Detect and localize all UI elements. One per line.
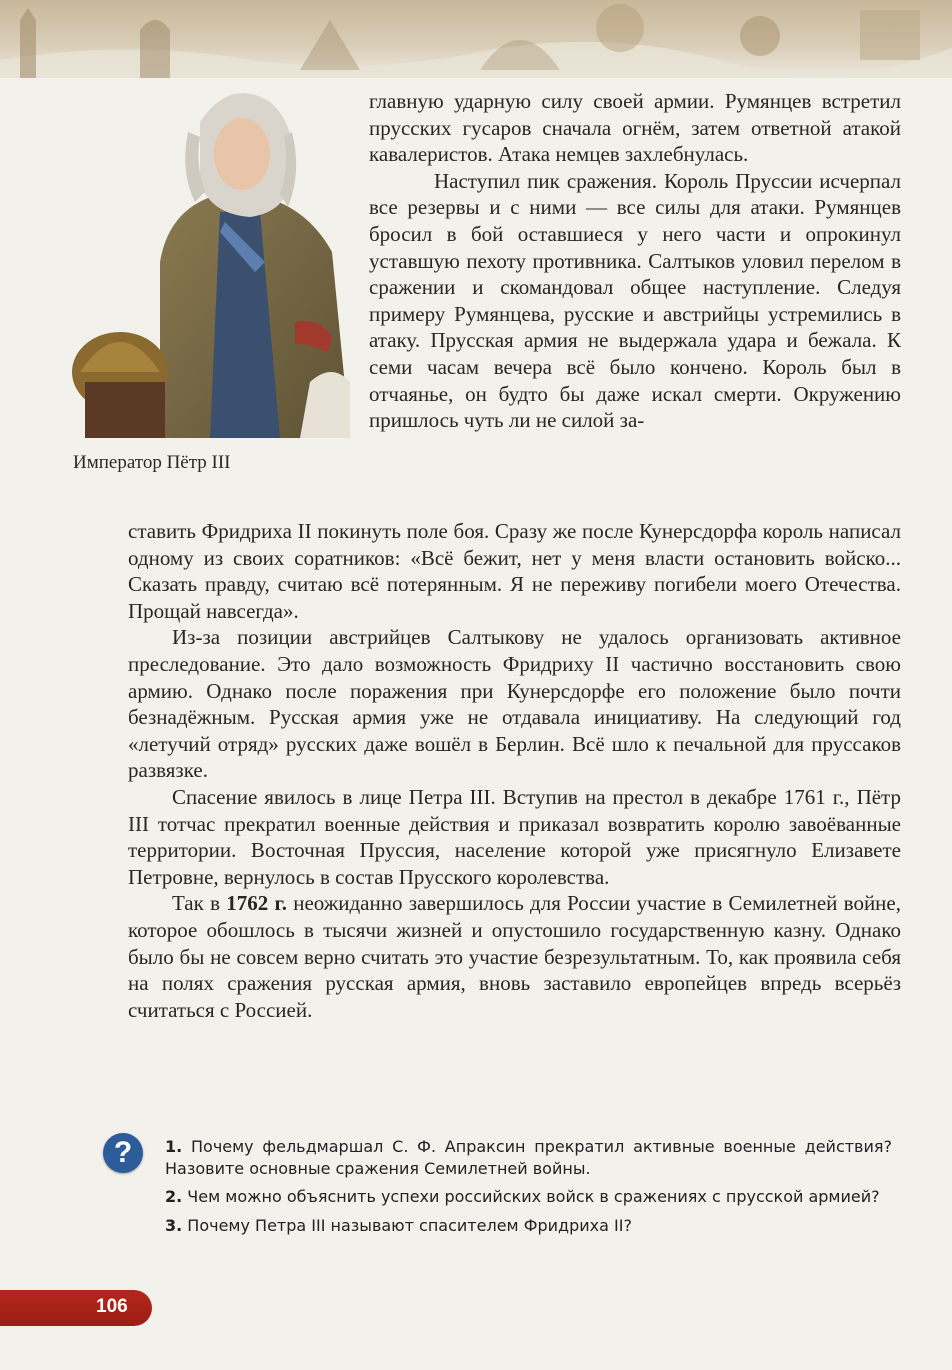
question-number: 2. (165, 1187, 183, 1206)
question-number: 1. (165, 1137, 183, 1156)
question-text: Почему Петра III называют спасителем Фридриха II? (182, 1215, 632, 1235)
main-text-block (128, 518, 901, 1023)
paragraph-1762 (128, 890, 901, 1023)
bold-year: 1762 г. (226, 891, 287, 916)
banner-illustration (0, 0, 952, 78)
text-block-beside-portrait (369, 88, 901, 434)
paragraph: Из-за позиции австрийцев Салтыкову не удалось организовать активное преследование. Это дало возможность Фридриху II частично восстановить свою армию. Однако после поражения при Кунерсдорфе его положение было почти безнадёжным. Русская армия уже не отдавала инициативу. На следующий год «летучий отряд» русских даже вошёл в Берлин. Всё шло к печальной для пруссаков развязке. (128, 625, 901, 783)
question-number: 3. (165, 1215, 183, 1235)
paragraph: ставить Фридриха II покинуть поле боя. Сразу же после Кунерсдорфа король написал одному из своих соратников: «Всё бежит, нет у меня власти остановить войско... Сказать правду, считаю всё потерянным. Я не переживу погибели моего Отечества. Прощай навсегда». (128, 519, 901, 623)
text-run: неожиданно завершилось для России участие в Семилетней войне, которое обошлось в тысячи жизней и опустошило государственную казну. Однако было бы не совсем верно считать это участие безрезультатным. То, как проявила себя на полях сражения русская армия, вновь заставило европейцев впредь всерьёз считаться с Россией. (128, 891, 901, 1022)
text-run: Так в (172, 891, 227, 916)
question-text: Чем можно объяснить успехи российских войск в сражениях с прусской армией? (182, 1187, 880, 1206)
question-text: Почему фельдмаршал С. Ф. Апраксин прекратил активные военные действия? Назовите основные сражения Семилетней войны. (165, 1137, 892, 1178)
decorative-header-banner (0, 0, 952, 78)
question-item (165, 1215, 892, 1237)
review-questions (165, 1136, 892, 1243)
paragraph: Спасение явилось в лице Петра III. Вступив на престол в декабре 1761 г., Пётр III тотчас прекратил военные действия и приказал возвратить королю завоёванные территории. Восточная Пруссия, население которой уже присягнуло Елизавете Петровне, вернулось в состав Прусского королевства. (128, 784, 901, 889)
question-item (165, 1186, 892, 1208)
question-mark-icon: ? (103, 1133, 143, 1173)
page-number-tab (0, 1290, 152, 1326)
portrait-caption: Император Пётр III (73, 452, 231, 473)
paragraph: главную ударную силу своей армии. Румянцев встретил прусских гусаров сначала огнём, затем ответной атакой кавалеристов. Атака немцев захлебнулась. (369, 89, 901, 167)
question-item (165, 1136, 892, 1179)
page-number: 106 (96, 1296, 128, 1317)
portrait-emperor-peter-iii (70, 82, 368, 438)
paragraph: Наступил пик сражения. Король Пруссии исчерпал все резервы и с ними — все силы для атаки. Румянцев бросил в бой оставшиеся у него части и опрокинул уставшую пехоту противника. Салтыков уловил перелом в сражении и скомандовал общее наступление. Следуя примеру Румянцева, русские и австрийцы устремились в атаку. Прусская армия не выдержала удара и бежала. К семи часам вечера всё было кончено. Король был в отчаянье, он будто бы даже искал смерти. Окружению пришлось чуть ли не силой за- (369, 168, 901, 433)
